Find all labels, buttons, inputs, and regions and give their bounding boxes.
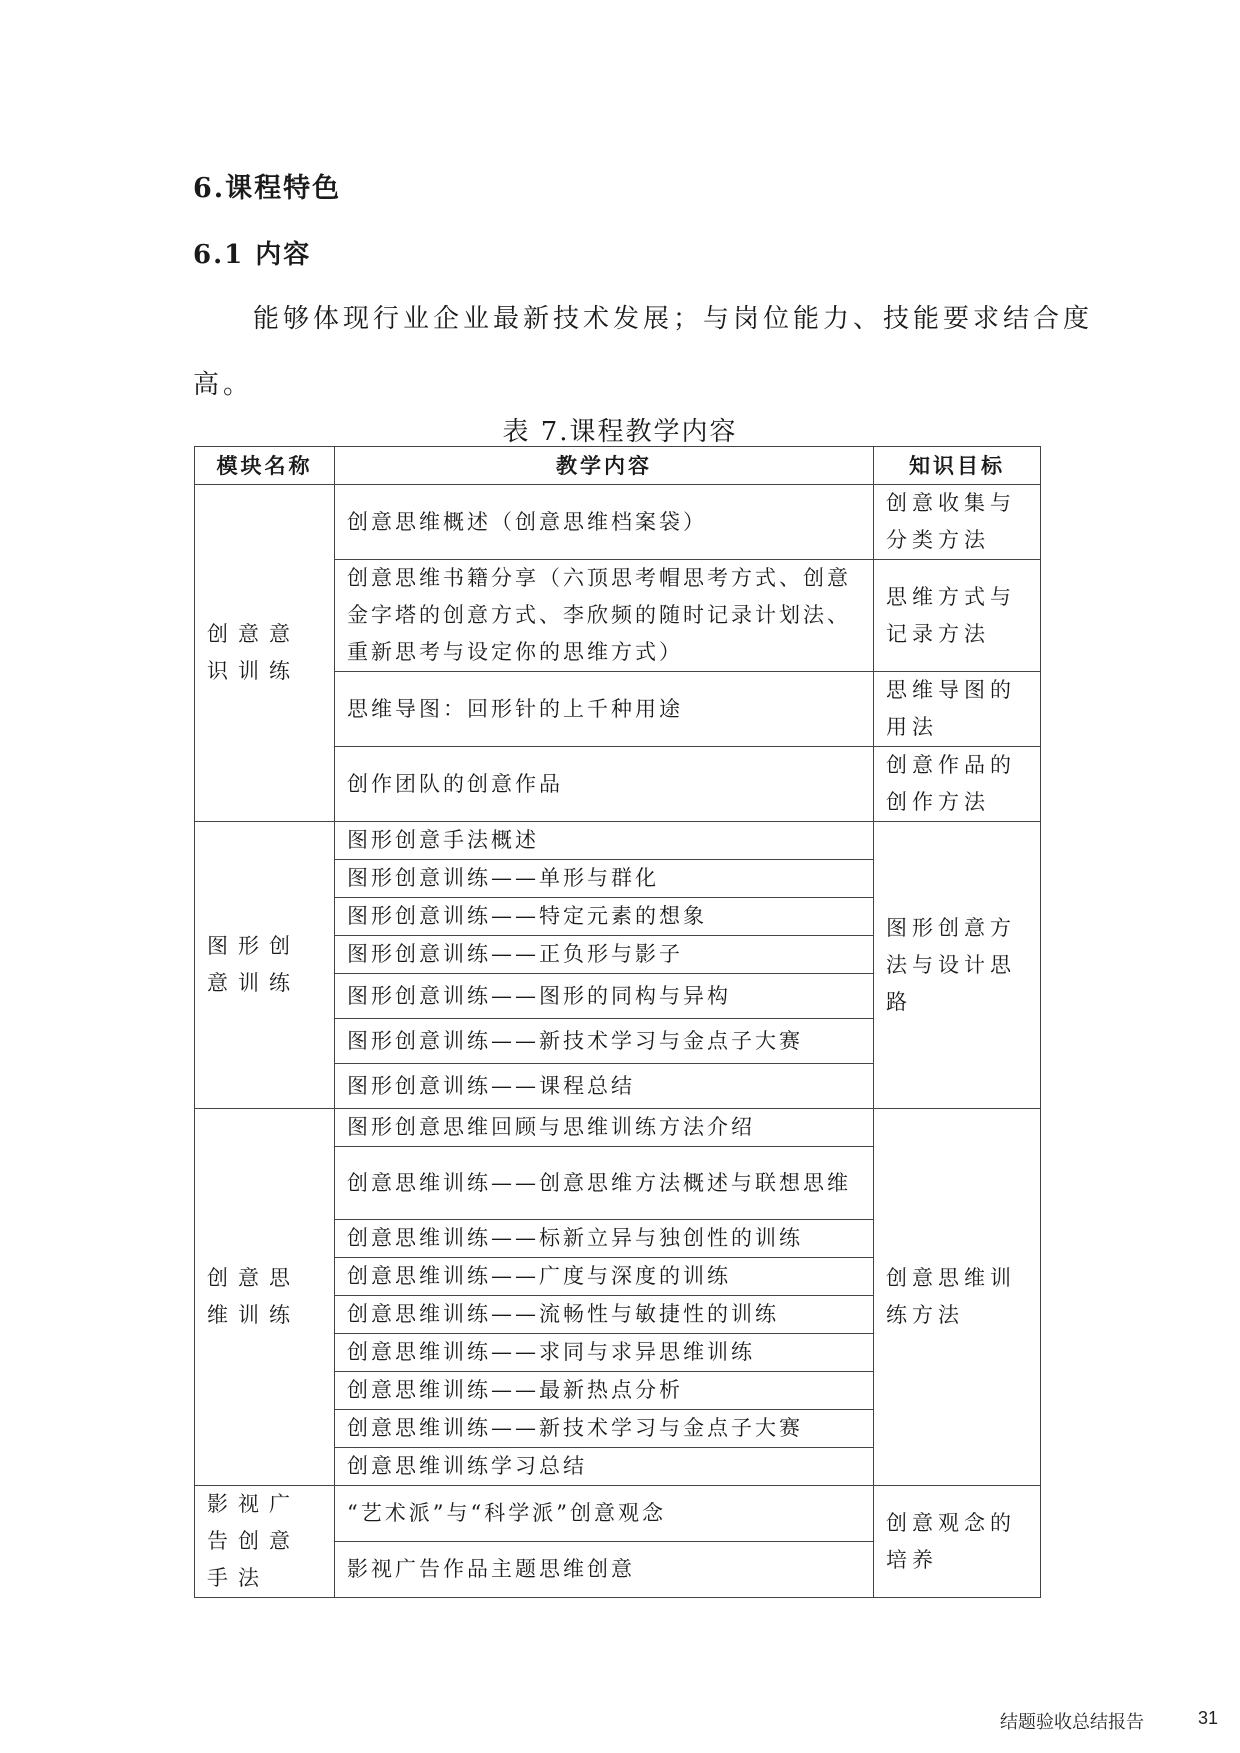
goal-cell: 思维导图的用法 (874, 672, 1041, 747)
header-content: 教学内容 (335, 447, 874, 485)
subsection-title: 6.1 内容 (193, 240, 312, 270)
content-cell: 创意思维训练——标新立异与独创性的训练 (335, 1220, 874, 1258)
module-name-cell: 图形创意训练 (195, 822, 335, 1109)
content-cell: 创意思维训练——流畅性与敏捷性的训练 (335, 1296, 874, 1334)
content-cell: 创意思维训练学习总结 (335, 1448, 874, 1486)
content-cell: 创意思维训练——求同与求异思维训练 (335, 1334, 874, 1372)
goal-cell: 创意思维训练方法 (874, 1109, 1041, 1486)
table-row (195, 485, 1041, 560)
content-cell: 创意思维训练——新技术学习与金点子大赛 (335, 1410, 874, 1448)
module-name-cell: 创意意识训练 (195, 485, 335, 822)
paragraph-line-2: 高。 (193, 370, 254, 400)
content-cell: 创意思维训练——创意思维方法概述与联想思维 (335, 1147, 874, 1220)
footer-report-title: 结题验收总结报告 (1000, 1712, 1144, 1732)
content-cell: 创意思维训练——广度与深度的训练 (335, 1258, 874, 1296)
content-cell: 图形创意训练——正负形与影子 (335, 936, 874, 974)
content-cell: 图形创意训练——单形与群化 (335, 860, 874, 898)
content-cell: 思维导图：回形针的上千种用途 (335, 672, 874, 747)
content-cell: 图形创意训练——课程总结 (335, 1064, 874, 1109)
content-cell: 创作团队的创意作品 (335, 747, 874, 822)
content-cell: 创意思维概述（创意思维档案袋） (335, 485, 874, 560)
header-module-name: 模块名称 (195, 447, 335, 485)
module-name-cell: 创意思维训练 (195, 1109, 335, 1486)
content-cell: 图形创意手法概述 (335, 822, 874, 860)
table-row (195, 822, 1041, 860)
header-knowledge-goal: 知识目标 (874, 447, 1041, 485)
table-header-row (195, 447, 1041, 485)
paragraph-line-1: 能够体现行业企业最新技术发展；与岗位能力、技能要求结合度 (253, 304, 1094, 334)
content-cell: 创意思维训练——最新热点分析 (335, 1372, 874, 1410)
content-cell: 影视广告作品主题思维创意 (335, 1542, 874, 1598)
section-title: 6.课程特色 (193, 173, 342, 204)
table-row (195, 1109, 1041, 1147)
module-name-cell: 影视广告创意手法 (195, 1486, 335, 1598)
goal-cell: 创意观念的培养 (874, 1486, 1041, 1598)
content-cell: “艺术派”与“科学派”创意观念 (335, 1486, 874, 1542)
table-caption: 表 7.课程教学内容 (502, 417, 738, 447)
content-cell: 创意思维书籍分享（六顶思考帽思考方式、创意金字塔的创意方式、李欣频的随时记录计划法、重新思考与设定你的思维方式） (335, 560, 874, 672)
content-cell: 图形创意训练——特定元素的想象 (335, 898, 874, 936)
goal-cell: 创意作品的创作方法 (874, 747, 1041, 822)
goal-cell: 图形创意方法与设计思路 (874, 822, 1041, 1109)
course-content-table (194, 446, 1041, 1598)
page-number: 31 (1197, 1708, 1218, 1728)
content-cell: 图形创意训练——图形的同构与异构 (335, 974, 874, 1019)
table-row (195, 1486, 1041, 1542)
goal-cell: 创意收集与分类方法 (874, 485, 1041, 560)
goal-cell: 思维方式与记录方法 (874, 560, 1041, 672)
content-cell: 图形创意思维回顾与思维训练方法介绍 (335, 1109, 874, 1147)
content-cell: 图形创意训练——新技术学习与金点子大赛 (335, 1019, 874, 1064)
